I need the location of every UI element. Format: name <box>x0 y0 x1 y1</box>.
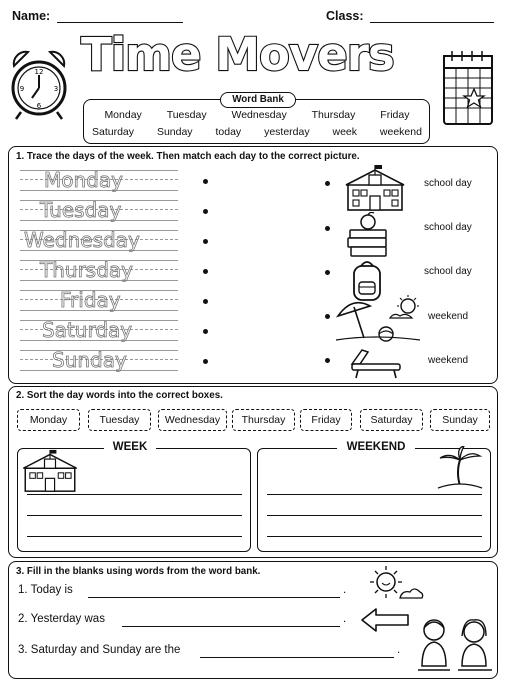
trace-word: Saturday <box>42 318 133 342</box>
trace-word: Thursday <box>40 258 133 282</box>
picture-label: school day <box>424 222 472 233</box>
question-2-text: 2. Yesterday was <box>18 613 105 625</box>
word-bank-word: Monday <box>104 109 142 121</box>
weekend-writing-line[interactable] <box>267 494 482 495</box>
page-title: Time Movers <box>81 28 394 81</box>
day-match-dot[interactable] <box>203 329 208 334</box>
day-match-dot[interactable] <box>203 359 208 364</box>
day-match-dot[interactable] <box>203 179 208 184</box>
word-bank-word: Sunday <box>156 126 193 138</box>
question-3-text: 3. Saturday and Sunday are the <box>18 644 181 656</box>
day-chip-friday[interactable]: Friday <box>300 409 352 431</box>
picture-match-dot[interactable] <box>325 181 330 186</box>
weekend-writing-line[interactable] <box>267 515 482 516</box>
word-bank-row-1 <box>92 109 422 121</box>
day-chip-tuesday[interactable]: Tuesday <box>88 409 151 431</box>
trace-word: Friday <box>60 288 121 312</box>
weekend-box-label: WEEKEND <box>337 441 415 453</box>
weekend-writing-line[interactable] <box>267 536 482 537</box>
word-bank-label: Word Bank <box>220 92 296 108</box>
picture-label: school day <box>424 178 472 189</box>
word-bank-word: Friday <box>380 109 410 121</box>
day-chip-wednesday[interactable]: Wednesday <box>158 409 227 431</box>
name-label: Name: <box>12 9 51 23</box>
question-1-blank[interactable] <box>88 597 340 598</box>
question-1-period: . <box>343 584 347 596</box>
picture-match-dot[interactable] <box>325 314 330 319</box>
picture-label: school day <box>424 266 472 277</box>
arrow-left-icon <box>360 607 410 633</box>
lounge-chair-icon <box>348 344 404 380</box>
question-2-blank[interactable] <box>122 626 340 627</box>
week-writing-line[interactable] <box>27 515 242 516</box>
week-writing-line[interactable] <box>27 536 242 537</box>
beach-umbrella-icon <box>334 294 422 344</box>
trace-word: Sunday <box>52 348 127 372</box>
word-bank-word: today <box>215 126 242 138</box>
trace-word: Tuesday <box>40 198 122 222</box>
trace-row[interactable] <box>20 167 178 193</box>
picture-label: weekend <box>428 311 469 322</box>
picture-match-dot[interactable] <box>325 270 330 275</box>
word-bank-row-2 <box>92 126 422 138</box>
trace-row[interactable] <box>20 197 178 223</box>
school-icon <box>20 449 80 493</box>
alarm-clock-icon <box>6 46 72 122</box>
day-match-dot[interactable] <box>203 299 208 304</box>
day-chip-thursday[interactable]: Thursday <box>232 409 295 431</box>
word-bank-word: Thursday <box>311 109 356 121</box>
picture-label: weekend <box>428 355 469 366</box>
trace-row[interactable] <box>20 347 178 373</box>
section-1-instruction: 1. Trace the days of the week. Then match each day to the correct picture. <box>16 151 360 162</box>
trace-word: Monday <box>44 168 123 192</box>
children-icon <box>412 616 496 674</box>
day-match-dot[interactable] <box>203 239 208 244</box>
question-3-period: . <box>397 644 401 656</box>
books-apple-icon <box>346 212 388 258</box>
word-bank-word: yesterday <box>264 126 310 138</box>
trace-row[interactable] <box>20 227 178 253</box>
section-2-instruction: 2. Sort the day words into the correct boxes. <box>16 390 223 401</box>
word-bank-word: Tuesday <box>166 109 207 121</box>
sun-icon <box>366 564 424 604</box>
calendar-icon <box>440 48 498 128</box>
day-match-dot[interactable] <box>203 209 208 214</box>
day-chip-saturday[interactable]: Saturday <box>360 409 423 431</box>
svg-text:3: 3 <box>53 85 59 93</box>
day-match-dot[interactable] <box>203 269 208 274</box>
question-2-period: . <box>343 613 347 625</box>
day-chip-sunday[interactable]: Sunday <box>430 409 490 431</box>
trace-row[interactable] <box>20 287 178 313</box>
section-3-instruction: 3. Fill in the blanks using words from the word bank. <box>16 566 261 577</box>
question-3-blank[interactable] <box>200 657 394 658</box>
picture-match-dot[interactable] <box>325 358 330 363</box>
school-icon <box>344 164 406 212</box>
picture-match-dot[interactable] <box>325 226 330 231</box>
palm-tree-icon <box>436 446 484 490</box>
week-box-label: WEEK <box>104 441 156 453</box>
class-field[interactable] <box>370 22 494 23</box>
word-bank-word: week <box>332 126 358 138</box>
word-bank-word: weekend <box>379 126 422 138</box>
class-label: Class: <box>326 9 364 23</box>
word-bank-word: Saturday <box>92 126 135 138</box>
question-1-text: 1. Today is <box>18 584 73 596</box>
word-bank-word: Wednesday <box>231 109 287 121</box>
name-field[interactable] <box>57 22 183 23</box>
week-writing-line[interactable] <box>27 494 242 495</box>
trace-row[interactable] <box>20 317 178 343</box>
svg-text:6: 6 <box>36 102 42 110</box>
svg-text:12: 12 <box>34 68 44 76</box>
trace-row[interactable] <box>20 257 178 283</box>
svg-text:9: 9 <box>19 85 25 93</box>
trace-word: Wednesday <box>24 228 140 252</box>
day-chip-monday[interactable]: Monday <box>17 409 80 431</box>
